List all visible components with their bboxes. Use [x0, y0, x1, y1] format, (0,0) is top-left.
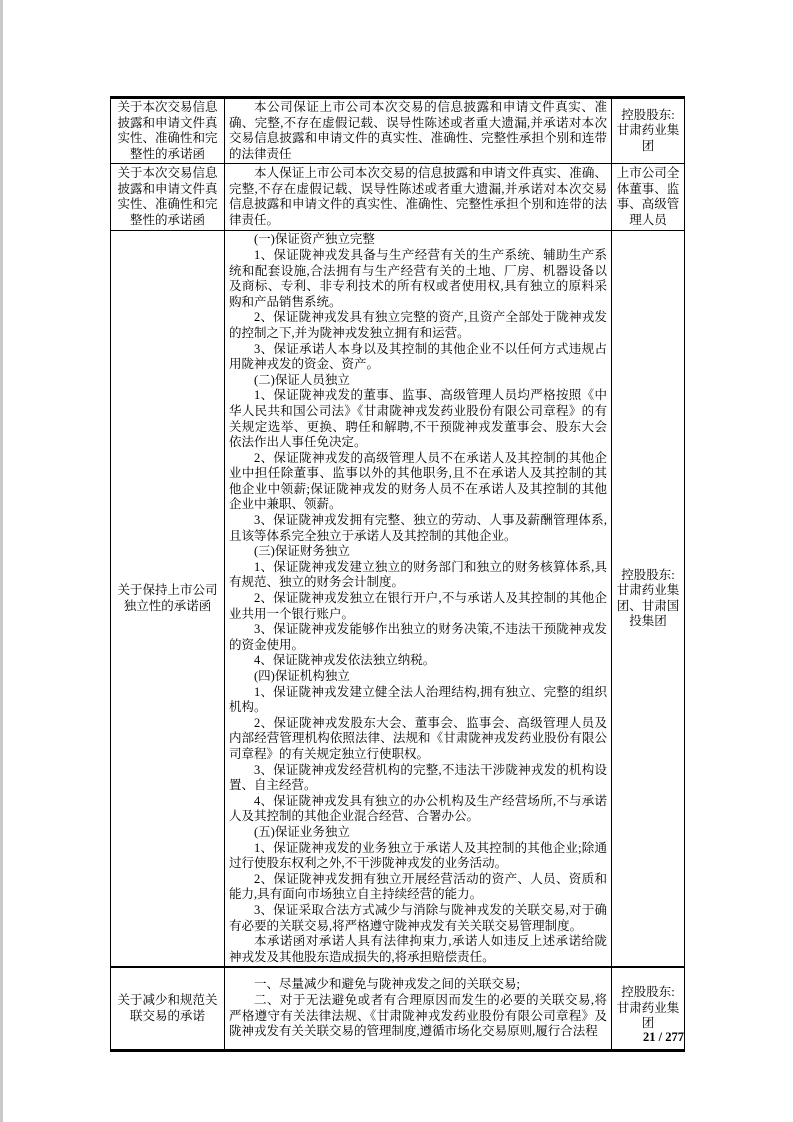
content-paragraph: 4、保证陇神戎发具有独立的办公机构及生产经营场所,不与承诺人及其控制的其他企业混合经营、合署办公。: [229, 793, 607, 824]
content-paragraph: 2、保证陇神戎发股东大会、董事会、监事会、高级管理人员及内部经营管理机构依照法律、法规和《甘肃陇神戎发药业股份有限公司章程》的有关规定独立行使职权。: [229, 715, 607, 761]
content-paragraph: 3、保证承诺人本身以及其控制的其他企业不以任何方式违规占用陇神戎发的资金、资产。: [229, 341, 607, 372]
table-row: [111, 164, 685, 231]
content-paragraph: 本承诺函对承诺人具有法律拘束力,承诺人如违反上述承诺给陇神戎发及其他股东造成损失的,将承担赔偿责任。: [229, 934, 607, 964]
content-paragraph: (五)保证业务独立: [254, 824, 350, 839]
commitments-table: [110, 96, 685, 1052]
commitment-party-cell: 控股股东:甘肃药业集团: [612, 98, 685, 164]
page-edge-shadow: [0, 0, 3, 1122]
content-paragraph: 2、保证陇神戎发拥有独立开展经营活动的资产、人员、资质和能力,具有面向市场独立自主持续经营的能力。: [229, 871, 607, 902]
commitment-party-cell: 上市公司全体董事、监事、高级管理人员: [612, 164, 685, 231]
commitment-party-cell: 控股股东:甘肃药业集团、甘肃国投集团: [612, 231, 685, 967]
commitment-content-cell: [225, 164, 612, 231]
content-paragraph: (三)保证财务独立: [254, 544, 350, 559]
content-paragraph: 3、保证陇神戎发能够作出独立的财务决策,不违法干预陇神戎发的资金使用。: [229, 622, 607, 652]
content-paragraph: (二)保证人员独立: [254, 372, 350, 387]
content-paragraph: 4、保证陇神戎发依法独立纳税。: [254, 653, 436, 668]
content-paragraph: 3、保证陇神戎发拥有完整、独立的劳动、人事及薪酬管理体系,且该等体系完全独立于承诺人及其控制的其他企业。: [229, 513, 607, 543]
commitment-content-cell: [225, 231, 612, 967]
content-paragraph: 3、保证陇神戎发经营机构的完整,不违法干涉陇神戎发的机构设置、自主经营。: [229, 762, 607, 793]
content-paragraph: 一、尽量减少和避免与陇神戎发之间的关联交易;: [254, 977, 520, 992]
commitment-content-cell: [225, 98, 612, 164]
content-paragraph: 3、保证采取合法方式减少与消除与陇神戎发的关联交易,对于确有必要的关联交易,将严格遵守陇神戎发有关关联交易管理制度。: [229, 902, 607, 933]
commitment-type-cell: 关于保持上市公司独立性的承诺函: [111, 231, 225, 967]
commitment-content-cell: [225, 967, 612, 1050]
content-paragraph: 二、对于无法避免或者有合理原因而发生的必要的关联交易,将严格遵守有关法律法规、《甘肃陇神戎发药业股份有限公司章程》及陇神戎发有关关联交易的管理制度,遵循市场化交易原则,履行合法程: [229, 992, 607, 1039]
content-paragraph: 1、保证陇神戎发的董事、监事、高级管理人员均严格按照《中华人民共和国公司法》《甘肃陇神戎发药业股份有限公司章程》的有关规定选举、更换、聘任和解聘,不干预陇神戎发董事会、股东大会依法作出人事任免决定。: [229, 388, 607, 450]
content-paragraph: 本人保证上市公司本次交易的信息披露和申请文件真实、准确、完整,不存在虚假记载、误导性陈述或者重大遗漏,并承诺对本次交易信息披露和申请文件的真实性、准确性、完整性承担个别和连带的法律责任。: [229, 166, 607, 227]
table-row: [111, 231, 685, 967]
table-row: [111, 98, 685, 164]
commitment-type-cell: 关于本次交易信息披露和申请文件真实性、准确性和完整性的承诺函: [111, 164, 225, 231]
content-paragraph: 1、保证陇神戎发具备与生产经营有关的生产系统、辅助生产系统和配套设施,合法拥有与生产经营有关的土地、厂房、机器设备以及商标、专利、非专利技术的所有权或者使用权,具有独立的原料采购和产品销售系统。: [229, 247, 607, 309]
content-paragraph: 2、保证陇神戎发的高级管理人员不在承诺人及其控制的其他企业中担任除董事、监事以外的其他职务,且不在承诺人及其控制的其他企业中领薪;保证陇神戎发的财务人员不在承诺人及其控制的其他企业中兼职、领薪。: [229, 450, 607, 512]
content-paragraph: 本公司保证上市公司本次交易的信息披露和申请文件真实、准确、完整,不存在虚假记载、误导性陈述或者重大遗漏,并承诺对本次交易信息披露和申请文件的真实性、准确性、完整性承担个别和连带的法律责任: [229, 100, 607, 161]
content-paragraph: 1、保证陇神戎发建立健全法人治理结构,拥有独立、完整的组织机构。: [229, 684, 607, 715]
commitment-type-cell: 关于减少和规范关联交易的承诺: [111, 967, 225, 1050]
commitment-party-cell: 控股股东:甘肃药业集团: [612, 967, 685, 1050]
page-indicator: 21 / 277: [643, 1030, 684, 1044]
content-paragraph: 2、保证陇神戎发独立在银行开户,不与承诺人及其控制的其他企业共用一个银行账户。: [229, 591, 607, 621]
table-row: [111, 967, 685, 1050]
content-paragraph: 1、保证陇神戎发的业务独立于承诺人及其控制的其他企业;除通过行使股东权利之外,不干涉陇神戎发的业务活动。: [229, 840, 607, 871]
content-paragraph: (一)保证资产独立完整: [254, 232, 375, 247]
content-paragraph: 1、保证陇神戎发建立独立的财务部门和独立的财务核算体系,具有规范、独立的财务会计制度。: [229, 559, 607, 590]
content-paragraph: 2、保证陇神戎发具有独立完整的资产,且资产全部处于陇神戎发的控制之下,并为陇神戎发独立拥有和运营。: [229, 310, 607, 340]
content-paragraph: (四)保证机构独立: [254, 669, 350, 683]
commitment-type-cell: 关于本次交易信息披露和申请文件真实性、准确性和完整性的承诺函: [111, 98, 225, 164]
